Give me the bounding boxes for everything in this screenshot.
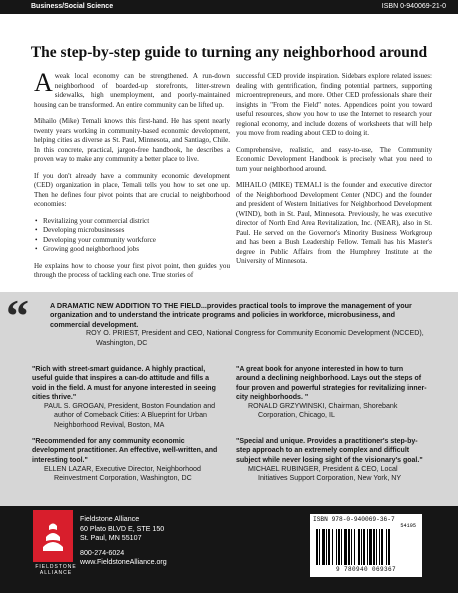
publisher-address-line1: 60 Plato BLVD E, STE 150: [80, 524, 165, 533]
summary-paragraph: Comprehensive, realistic, and easy-to-use, The Community Economic Development Handbook is precisely what you need to turn your neighborhood around.: [236, 145, 432, 173]
featured-quote-lead: A DRAMATIC NEW ADDITION TO THE FIELD...: [50, 301, 207, 310]
list-item: • Growing good neighborhood jobs: [43, 245, 230, 255]
author-name: MIHAILO (MIKE) TEMALI: [236, 181, 322, 189]
category-bar: [0, 0, 458, 14]
pivot-points-list: [34, 217, 230, 255]
fieldstone-logo: [33, 510, 73, 562]
pivot-points-paragraph: If you don't already have a community economic development (CED) organization in place, Temali tells you how to set one up. Then he defines four pivot points that are crucial to neighborhood economies:: [34, 171, 230, 208]
endorsement-grogan: [32, 365, 224, 430]
quote-text: "Recommended for any community economic development practitioner. An effective, well-written, and interesting tool.": [32, 438, 218, 464]
quote-mark-icon: “: [6, 290, 29, 341]
publisher-footer: [0, 506, 458, 593]
barcode-number: 9 780940 069367: [335, 566, 396, 573]
endorsement-grzywinski: [236, 365, 428, 421]
category-label: Business/Social Science: [31, 3, 114, 10]
barcode-isbn: ISBN 978-0-940069-36-7: [313, 516, 395, 523]
featured-quote-attribution: ROY O. PRIEST, President and CEO, National Congress for Community Economic Development (NCCED), Washington, DC: [86, 329, 424, 347]
quote-text: "A great book for anyone interested in how to turn around a declining neighborhood. Lays out the steps of four proven and powerful strategies for revitalizing inner-city neighborhoods. ": [236, 366, 427, 401]
quote-attribution: PAUL S. GROGAN, President, Boston Foundation and author of Comeback Cities: A Blueprint for Urban Neighborhood Revival, Boston, MA: [44, 402, 216, 429]
quote-attribution: ELLEN LAZAR, Executive Director, Neighborhood Reinvestment Corporation, Washington, DC: [44, 464, 201, 483]
endorsement-rubinger: [236, 437, 428, 483]
process-paragraph: He explains how to choose your first pivot point, then guides you through the process of tackling each one. True stories of: [34, 261, 230, 279]
featured-endorsement: [6, 290, 430, 348]
headline: The step-by-step guide to turning any neighborhood around: [30, 44, 428, 61]
author-experience-paragraph: Mihailo (Mike) Temali knows this first-hand. He has spent nearly twenty years working in community-based economic development, helping cities as diverse as St. Paul, Minnesota, and Santiago, Chile. In this concrete, practical, jargon-free handbook, he describes a proven way to make any community a better place to live.: [34, 117, 230, 163]
publisher-phone: 800-274-6024: [80, 548, 125, 557]
logo-wordmark: FIELDSTONE ALLIANCE: [35, 564, 77, 576]
publisher-website[interactable]: www.FieldstoneAlliance.org: [80, 558, 167, 567]
quote-text: "Special and unique. Provides a practitioner's step-by-step approach to an extremely complex and difficult subject while never losing sight of the visionary's goal.": [236, 438, 423, 464]
description-left-column: [34, 68, 230, 288]
quote-text: "Rich with street-smart guidance. A highly practical, useful guide that inspires a can-do attitude and fills a void in the field. A must for anyone interested in seeing cities thrive.": [32, 366, 216, 401]
features-paragraph: successful CED provide inspiration. Sidebars explore related issues: dealing with gentrification, finding potential partners, supporting microentrepreneurs, and more. Other CED professionals share their insights in "From the Field" notes. Appendices point you toward useful resources, show you how to use the Internet to research your regional economy, and include dozens of worksheets that will help you move from reading about CED to doing it.: [236, 72, 432, 137]
author-bio-paragraph: MIHAILO (MIKE) TEMALI is the founder and executive director of the Neighborhood Development Center (NDC) and the founder and president of Western Initiatives for Neighborhood Development (WIND), both in St. Paul, Minnesota. Previously, he was executive director of North End Area Revitalization, Inc. (NEAR), also in St. Paul. He served on the Governor's Minority Business Workgroup and has been a Bush Leadership Fellow. Temali has his Master's degree in Public Affairs from the Humphrey Institute at the University of Minnesota.: [236, 181, 432, 265]
barcode-box: [310, 514, 422, 577]
list-item: • Developing microbusinesses: [43, 226, 230, 236]
list-item: • Revitalizing your commercial district: [43, 217, 230, 227]
intro-paragraph: A weak local economy can be strengthened. A run-down neighborhood of boarded-up storefronts, litter-strewn sidewalks, high unemployment, and poorly-maintained housing can be transformed. An entire community can be lifted up.: [34, 68, 230, 109]
list-item: • Developing your community workforce: [43, 236, 230, 246]
barcode-addon-number: 54195: [400, 523, 416, 529]
barcode-icon: [316, 529, 416, 565]
featured-quote-text: provides practical tools to improve the management of your organization and to understand the intricate programs and policies in workforce, microbusiness, and commercial development.: [50, 301, 412, 329]
quote-attribution: MICHAEL RUBINGER, President & CEO, Local Initiatives Support Corporation, New York, NY: [248, 464, 402, 483]
endorsement-lazar: [32, 437, 224, 483]
stone-cairn-icon: [39, 517, 67, 555]
publisher-name: Fieldstone Alliance: [80, 515, 140, 523]
publisher-info: [80, 515, 167, 568]
drop-cap: A: [34, 68, 53, 97]
isbn-label: ISBN 0-940069-21-0: [381, 3, 446, 10]
publisher-address-line2: St. Paul, MN 55107: [80, 534, 142, 543]
endorsements-band: [0, 292, 458, 506]
description-right-column: [236, 72, 432, 274]
quote-attribution: RONALD GRZYWINSKI, Chairman, Shorebank Corporation, Chicago, IL: [248, 402, 398, 420]
